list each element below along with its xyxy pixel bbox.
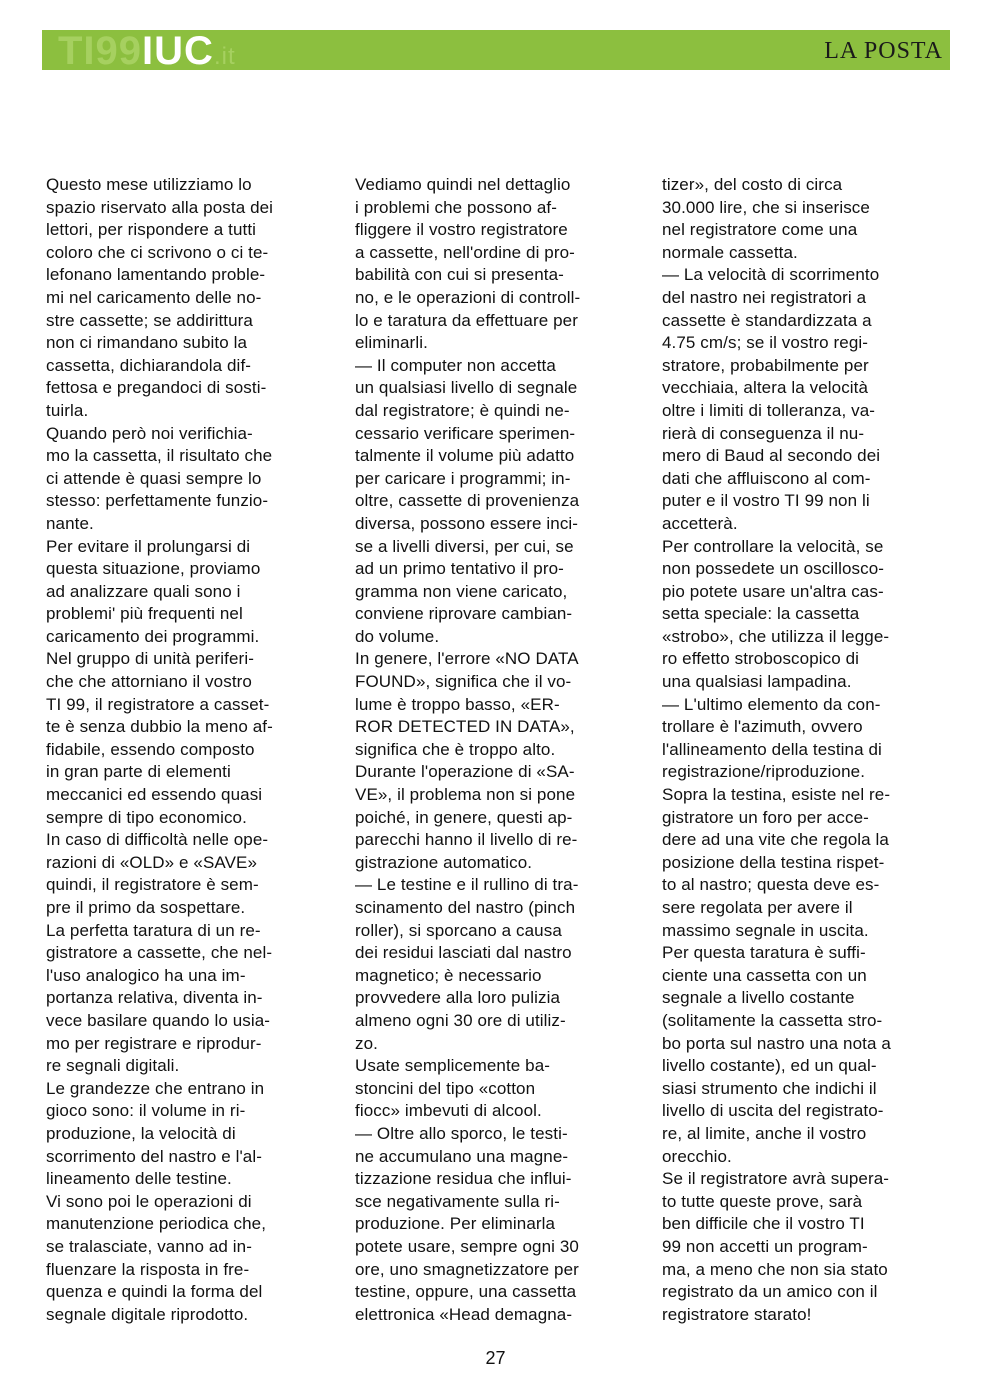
text-line: siasi strumento che indichi il bbox=[662, 1078, 877, 1098]
text-line: mi nel caricamento delle no- bbox=[46, 287, 262, 307]
text-line: La perfetta taratura di un re- bbox=[46, 920, 261, 940]
text-line: fidabile, essendo composto bbox=[46, 739, 255, 759]
text-line: tizzazione residua che influi- bbox=[355, 1169, 572, 1189]
text-line: se a livelli diversi, per cui, se bbox=[355, 536, 574, 556]
text-line: to tutte queste prove, sarà bbox=[662, 1191, 863, 1211]
text-line: talmente il volume più adatto bbox=[355, 446, 575, 466]
text-line: del nastro nei registratori a bbox=[662, 287, 867, 307]
text-line: Nel gruppo di unità periferi- bbox=[46, 649, 254, 669]
article-column-3 bbox=[662, 174, 945, 1326]
text-line: te è senza dubbio la meno af- bbox=[46, 717, 273, 737]
text-line: bo porta sul nastro una nota a bbox=[662, 1033, 891, 1053]
text-line: registrato da un amico con il bbox=[662, 1282, 878, 1302]
text-line: non possedete un oscillosco- bbox=[662, 559, 885, 579]
text-line: (solitamente la cassetta stro- bbox=[662, 1010, 883, 1030]
text-line: vece basilare quando lo usia- bbox=[46, 1010, 271, 1030]
text-line: ore, uno smagnetizzatore per bbox=[355, 1259, 579, 1279]
text-line: lefonano lamentando proble- bbox=[46, 265, 266, 285]
text-line: re segnali digitali. bbox=[46, 1056, 180, 1076]
text-line: do volume. bbox=[355, 626, 440, 646]
text-line: normale cassetta. bbox=[662, 242, 798, 262]
text-line: gioco sono: il volume in ri- bbox=[46, 1101, 246, 1121]
text-line: fluenzare la risposta in fre- bbox=[46, 1259, 250, 1279]
text-line: meccanici ed essendo quasi bbox=[46, 785, 263, 805]
text-line: lo e taratura da effettuare per bbox=[355, 310, 578, 330]
text-line: Se il registratore avrà supera- bbox=[662, 1169, 890, 1189]
text-line: ROR DETECTED IN DATA», bbox=[355, 717, 575, 737]
text-line: ben difficile che il vostro TI bbox=[662, 1214, 865, 1234]
text-line: per caricare i programmi; in- bbox=[355, 468, 571, 488]
text-line: segnale digitale riprodotto. bbox=[46, 1304, 249, 1324]
article-column-1 bbox=[46, 174, 329, 1326]
text-line: lineamento delle testine. bbox=[46, 1169, 232, 1189]
text-line: ne accumulano una magne- bbox=[355, 1146, 569, 1166]
text-line: ma, a meno che non sia stato bbox=[662, 1259, 888, 1279]
text-line: mo la cassetta, il risultato che bbox=[46, 446, 273, 466]
text-line: mero di Baud al secondo dei bbox=[662, 446, 881, 466]
text-line: FOUND», significa che il vo- bbox=[355, 672, 572, 692]
text-line: stoncini del tipo «cotton bbox=[355, 1078, 536, 1098]
text-line: scorrimento del nastro e l'al- bbox=[46, 1146, 262, 1166]
text-line: razioni di «OLD» e «SAVE» bbox=[46, 852, 258, 872]
text-line: non ci rimandano subito la bbox=[46, 333, 248, 353]
text-line: ad analizzare quali sono i bbox=[46, 581, 241, 601]
text-line: significa che è troppo alto. bbox=[355, 739, 556, 759]
text-line: potete usare, sempre ogni 30 bbox=[355, 1236, 579, 1256]
text-line: gistratore un foro per acce- bbox=[662, 807, 869, 827]
text-line: dati che affluiscono al com- bbox=[662, 468, 871, 488]
text-line: dei residui lasciati dal nastro bbox=[355, 943, 572, 963]
text-line: magnetico; è necessario bbox=[355, 965, 542, 985]
text-line: Per questa taratura è suffi- bbox=[662, 943, 866, 963]
text-line: Durante l'operazione di «SA- bbox=[355, 762, 575, 782]
text-line: dere ad una vite che regola la bbox=[662, 830, 889, 850]
text-line: Per evitare il prolungarsi di bbox=[46, 536, 251, 556]
text-line: 99 non accetti un program- bbox=[662, 1236, 868, 1256]
text-line: vecchiaia, altera la velocità bbox=[662, 378, 869, 398]
text-line: 4.75 cm/s; se il vostro regi- bbox=[662, 333, 869, 353]
text-line: stesso: perfettamente funzio- bbox=[46, 491, 269, 511]
text-line: oltre, cassette di provenienza bbox=[355, 491, 580, 511]
text-line: se tralasciate, vanno ad in- bbox=[46, 1236, 252, 1256]
text-line: fliggere il vostro registratore bbox=[355, 220, 568, 240]
text-line: quenza e quindi la forma del bbox=[46, 1282, 263, 1302]
text-line: provvedere alla loro pulizia bbox=[355, 988, 561, 1008]
text-line: In caso di difficoltà nelle ope- bbox=[46, 830, 269, 850]
text-line: una qualsiasi lampadina. bbox=[662, 672, 852, 692]
text-line: livello costante), ed un qual- bbox=[662, 1056, 877, 1076]
text-line: tizer», del costo di circa bbox=[662, 175, 843, 194]
text-line: l'uso analogico ha una im- bbox=[46, 965, 246, 985]
text-line: sce negativamente sulla ri- bbox=[355, 1191, 560, 1211]
text-line: produzione, la velocità di bbox=[46, 1123, 236, 1143]
text-line: cassetta, dichiarandola dif- bbox=[46, 355, 252, 375]
text-line: TI 99, il registratore a casset- bbox=[46, 694, 270, 714]
text-line: babilità con cui si presenta- bbox=[355, 265, 564, 285]
text-line: dal registratore; è quindi ne- bbox=[355, 400, 570, 420]
text-line: fettosa e pregandoci di sosti- bbox=[46, 378, 267, 398]
text-line: elettronica «Head demagna- bbox=[355, 1304, 573, 1324]
text-line: Vi sono poi le operazioni di bbox=[46, 1191, 252, 1211]
text-line: pre il primo da sospettare. bbox=[46, 898, 246, 917]
text-line: gramma non viene caricato, bbox=[355, 581, 568, 601]
text-line: to al nastro; questa deve es- bbox=[662, 875, 880, 895]
text-line: trollare è l'azimuth, ovvero bbox=[662, 717, 863, 737]
text-line: ciente una cassetta con un bbox=[662, 965, 867, 985]
text-line: sere regolata per avere il bbox=[662, 898, 853, 917]
text-line: a cassette, nell'ordine di pro- bbox=[355, 242, 575, 262]
text-line: eliminarli. bbox=[355, 333, 428, 353]
text-line: puter e il vostro TI 99 non li bbox=[662, 491, 870, 511]
text-line: caricamento dei programmi. bbox=[46, 626, 260, 646]
text-line: in gran parte di elementi bbox=[46, 762, 231, 782]
text-line: testine, oppure, una cassetta bbox=[355, 1282, 577, 1302]
text-line: poiché, in genere, questi ap- bbox=[355, 807, 573, 827]
text-line: In genere, l'errore «NO DATA bbox=[355, 649, 579, 669]
text-line: accetterà. bbox=[662, 513, 738, 533]
text-line: quindi, il registratore è sem- bbox=[46, 875, 259, 895]
text-line: mo per registrare e riprodur- bbox=[46, 1033, 262, 1053]
page-number: 27 bbox=[485, 1348, 506, 1368]
text-line: — L'ultimo elemento da con- bbox=[662, 694, 881, 714]
text-line: livello di uscita del registrato- bbox=[662, 1101, 884, 1121]
text-line: Sopra la testina, esiste nel re- bbox=[662, 785, 891, 805]
text-line: stre cassette; se addirittura bbox=[46, 310, 253, 330]
section-title: LA POSTA bbox=[824, 38, 943, 64]
text-line: spazio riservato alla posta dei bbox=[46, 197, 274, 217]
text-line: sempre di tipo economico. bbox=[46, 807, 247, 827]
text-line: re, al limite, anche il vostro bbox=[662, 1123, 867, 1143]
text-line: scinamento del nastro (pinch bbox=[355, 898, 576, 917]
text-line: tuirla. bbox=[46, 400, 89, 420]
text-line: ad un primo tentativo il pro- bbox=[355, 559, 564, 579]
text-line: diversa, possono essere inci- bbox=[355, 513, 579, 533]
text-line: ci attende è quasi sempre lo bbox=[46, 468, 262, 488]
text-line: ro effetto stroboscopico di bbox=[662, 649, 860, 669]
text-line: stratore, probabilmente per bbox=[662, 355, 869, 375]
site-logo bbox=[58, 29, 236, 73]
logo-part-domain: .it bbox=[213, 43, 236, 70]
text-line: 30.000 lire, che si inserisce bbox=[662, 197, 870, 217]
text-line: problemi' più frequenti nel bbox=[46, 604, 243, 624]
text-line: — Il computer non accetta bbox=[355, 355, 556, 375]
text-line: parecchi hanno il livello di re- bbox=[355, 830, 578, 850]
text-line: registrazione/riproduzione. bbox=[662, 762, 866, 782]
text-line: orecchio. bbox=[662, 1146, 732, 1166]
text-line: VE», il problema non si pone bbox=[355, 785, 576, 805]
text-line: Vediamo quindi nel dettaglio bbox=[355, 175, 571, 194]
text-line: — La velocità di scorrimento bbox=[662, 265, 880, 285]
text-line: un qualsiasi livello di segnale bbox=[355, 378, 578, 398]
text-line: segnale a livello costante bbox=[662, 988, 855, 1008]
text-line: gistrazione automatico. bbox=[355, 852, 533, 872]
logo-part-ti99: TI99 bbox=[58, 29, 143, 73]
text-line: posizione della testina rispet- bbox=[662, 852, 885, 872]
text-line: zo. bbox=[355, 1033, 378, 1053]
text-line: rierà di conseguenza il nu- bbox=[662, 423, 865, 443]
text-line: Questo mese utilizziamo lo bbox=[46, 175, 252, 194]
text-line: setta speciale: la cassetta bbox=[662, 604, 860, 624]
text-line: pio potete usare un'altra cas- bbox=[662, 581, 884, 601]
text-line: roller), si sporcano a causa bbox=[355, 920, 562, 940]
text-line: lume è troppo basso, «ER- bbox=[355, 694, 560, 714]
text-line: Le grandezze che entrano in bbox=[46, 1078, 265, 1098]
text-line: nante. bbox=[46, 513, 94, 533]
text-line: registratore starato! bbox=[662, 1304, 812, 1324]
article-column-2 bbox=[355, 174, 638, 1326]
text-line: coloro che ci scrivono o ci te- bbox=[46, 242, 269, 262]
text-line: Per controllare la velocità, se bbox=[662, 536, 884, 556]
text-line: che che attorniano il vostro bbox=[46, 672, 252, 692]
logo-part-iuc: IUC bbox=[142, 29, 214, 73]
text-line: Usate semplicemente ba- bbox=[355, 1056, 551, 1076]
text-line: massimo segnale in uscita. bbox=[662, 920, 869, 940]
text-line: oltre i limiti di tolleranza, va- bbox=[662, 400, 876, 420]
text-line: gistratore a cassette, che nel- bbox=[46, 943, 273, 963]
text-line: conviene riprovare cambian- bbox=[355, 604, 573, 624]
text-line: nel registratore come una bbox=[662, 220, 858, 240]
text-line: «strobo», che utilizza il legge- bbox=[662, 626, 890, 646]
text-line: l'allineamento della testina di bbox=[662, 739, 882, 759]
text-line: questa situazione, proviamo bbox=[46, 559, 261, 579]
text-line: manutenzione periodica che, bbox=[46, 1214, 267, 1234]
text-line: — Le testine e il rullino di tra- bbox=[355, 875, 579, 895]
text-line: almeno ogni 30 ore di utiliz- bbox=[355, 1010, 566, 1030]
text-line: cessario verificare sperimen- bbox=[355, 423, 576, 443]
text-line: i problemi che possono af- bbox=[355, 197, 557, 217]
text-line: portanza relativa, diventa in- bbox=[46, 988, 263, 1008]
text-line: — Oltre allo sporco, le testi- bbox=[355, 1123, 568, 1143]
text-line: no, e le operazioni di controll- bbox=[355, 287, 581, 307]
text-line: cassette è standardizzata a bbox=[662, 310, 872, 330]
text-line: Quando però noi verifichia- bbox=[46, 423, 253, 443]
text-line: produzione. Per eliminarla bbox=[355, 1214, 556, 1234]
text-line: lettori, per rispondere a tutti bbox=[46, 220, 257, 240]
text-line: fiocc» imbevuti di alcool. bbox=[355, 1101, 542, 1121]
